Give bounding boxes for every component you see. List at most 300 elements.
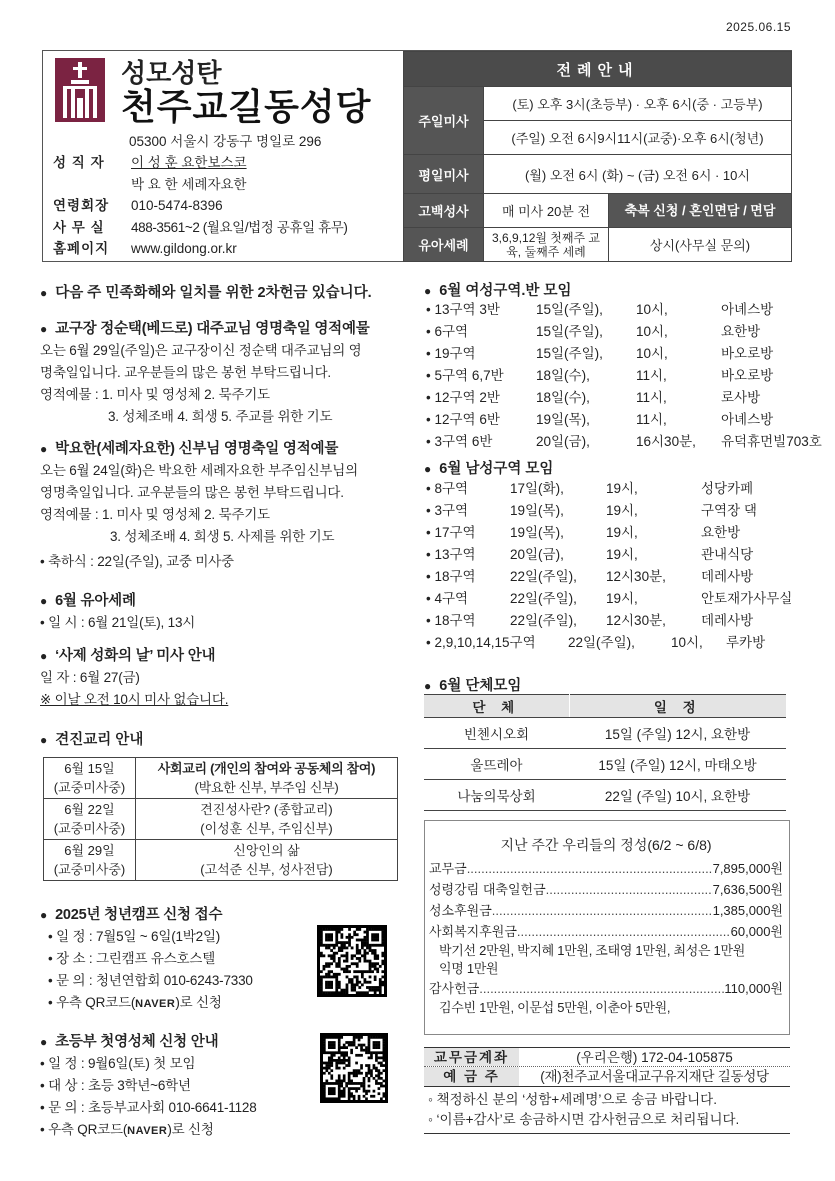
qr-module [343, 1046, 346, 1049]
group-schedule: 22일 (주일) 10시, 요한방 [569, 780, 786, 811]
col-header: 일 정 [569, 695, 786, 718]
qr-module [335, 976, 338, 979]
qr-module [328, 976, 331, 979]
qr-module [346, 960, 349, 963]
qr-module [335, 1059, 338, 1062]
qr-module [363, 1080, 366, 1083]
account-note: ◦ 책정하신 분의 ‘성함+세례명’으로 송금 바랍니다. [428, 1092, 717, 1107]
cell: • 19구역 [426, 346, 476, 361]
qr-module [350, 1051, 353, 1054]
groups-table [424, 694, 786, 811]
qr-module [364, 944, 367, 947]
qr-module [378, 1087, 381, 1090]
sanctification-section [40, 645, 228, 711]
qr-module [373, 1090, 376, 1093]
list-item [426, 321, 791, 343]
qr-module [358, 1039, 361, 1042]
qr-module [343, 1095, 346, 1098]
qr-module [379, 986, 382, 989]
qr-module [320, 989, 323, 992]
cell: 11시, [636, 412, 667, 427]
qr-module [345, 1046, 348, 1049]
qr-module [335, 1067, 338, 1070]
priest-title: ● 박요한(세례자요한) 신부님 영명축일 영적예물 [40, 438, 415, 460]
header-box [42, 50, 792, 262]
qr-module [379, 928, 382, 931]
qr-module [379, 983, 382, 986]
cell: 18일(수), [536, 390, 590, 405]
qr-module [330, 949, 333, 952]
qr-module [365, 1051, 368, 1054]
qr-module [348, 1092, 351, 1095]
list-item [426, 566, 791, 588]
qr-module [374, 976, 377, 979]
qr-module [353, 1044, 356, 1047]
qr-module [348, 1077, 351, 1080]
qr-module [340, 1080, 343, 1083]
qr-module [356, 983, 359, 986]
qr-module [333, 1082, 336, 1085]
qr-module [366, 941, 369, 944]
qr-module [328, 1072, 331, 1075]
qr-module [379, 981, 382, 984]
date-sub: (교중미사중) [53, 821, 126, 836]
list-item [426, 522, 791, 544]
qr-module [328, 954, 331, 957]
qr-module [338, 960, 341, 963]
qr-module [340, 1092, 343, 1095]
qr-module [335, 973, 338, 976]
qr-module [340, 1054, 343, 1057]
qr-module [330, 1044, 333, 1047]
qr-module [368, 1036, 371, 1039]
qr-module [333, 944, 336, 947]
qr-module [376, 944, 379, 947]
qr-module [340, 1062, 343, 1065]
cell: 15일(주일), [536, 324, 603, 339]
qr-module [340, 941, 343, 944]
qr-module [379, 991, 382, 994]
qr-module [328, 936, 331, 939]
qr-module [351, 936, 354, 939]
qr-module [366, 991, 369, 994]
lecturer: (고석준 신부, 성사전담) [200, 862, 333, 877]
qr-module [335, 928, 338, 931]
bishop-section [40, 318, 415, 428]
qr-module [378, 1051, 381, 1054]
qr-module [335, 965, 338, 968]
qr-module [346, 983, 349, 986]
qr-module [328, 1082, 331, 1085]
qr-module [338, 931, 341, 934]
text-line: 일 자 : 6월 27(금) [40, 670, 140, 685]
qr-module [358, 970, 361, 973]
qr-module [335, 981, 338, 984]
qr-module [320, 991, 323, 994]
qr-module [381, 944, 384, 947]
list-item [426, 431, 822, 453]
qr-module [323, 1062, 326, 1065]
qr-module [350, 1087, 353, 1090]
qr-module [361, 941, 364, 944]
qr-module [360, 1054, 363, 1057]
qr-module [368, 1072, 371, 1075]
qr-module [381, 981, 384, 984]
qr-module [364, 954, 367, 957]
office-phone: 488-3561~2 (월요일/법정 공휴일 휴무) [131, 219, 348, 235]
qr-module [366, 981, 369, 984]
qr-module [380, 1072, 383, 1075]
qr-module [333, 1046, 336, 1049]
qr-module [328, 1036, 331, 1039]
qr-module [338, 1077, 341, 1080]
qr-module [330, 1077, 333, 1080]
list-item [426, 632, 791, 654]
qr-module [328, 983, 331, 986]
qr-module [364, 978, 367, 981]
qr-module [380, 1056, 383, 1059]
qr-module [356, 944, 359, 947]
qr-module [381, 970, 384, 973]
priest-section [40, 438, 415, 573]
qr-module [343, 1067, 346, 1070]
qr-module [346, 936, 349, 939]
qr-module [365, 1072, 368, 1075]
qr-module [340, 991, 343, 994]
naver-logo: NAVER [135, 998, 176, 1010]
qr-module [358, 1082, 361, 1085]
qr-module [346, 989, 349, 992]
qr-module [370, 1095, 373, 1098]
qr-module [355, 1074, 358, 1077]
qr-module [381, 952, 384, 955]
qr-module [328, 1067, 331, 1070]
qr-module [348, 1095, 351, 1098]
qr-module [383, 1039, 386, 1042]
qr-module [348, 978, 351, 981]
qr-module [335, 1097, 338, 1100]
cell: 루카방 [726, 635, 766, 650]
qr-module [328, 1046, 331, 1049]
qr-module [338, 1085, 341, 1088]
qr-module [328, 1062, 331, 1065]
qr-module [335, 936, 338, 939]
qr-module [343, 954, 346, 957]
qr-code-icon[interactable] [320, 1033, 388, 1103]
qr-module [376, 968, 379, 971]
qr-module [330, 970, 333, 973]
qr-module [356, 957, 359, 960]
qr-module [340, 1095, 343, 1098]
qr-module [351, 983, 354, 986]
offering-box [424, 820, 790, 1035]
group-name: 빈첸시오회 [424, 718, 569, 749]
qr-module [364, 949, 367, 952]
weekday-mass-label: 평일미사 [404, 155, 484, 194]
cell: • 4구역 [426, 591, 469, 606]
text-line: 영적예물 : 1. 미사 및 영성체 2. 묵주기도 [40, 387, 270, 402]
cell: • 5구역 6,7반 [426, 368, 504, 383]
qr-module [375, 1080, 378, 1083]
qr-module [358, 960, 361, 963]
qr-code-icon[interactable] [317, 925, 387, 997]
qr-module [353, 1069, 356, 1072]
men-meetings-list [426, 478, 791, 654]
cell: 20일(금), [510, 547, 564, 562]
qr-module [323, 1039, 326, 1042]
cell: 요한방 [721, 324, 761, 339]
qr-module [383, 1036, 386, 1039]
qr-module [328, 1041, 331, 1044]
qr-module [360, 1046, 363, 1049]
qr-module [330, 1062, 333, 1065]
table-row [44, 840, 398, 881]
qr-module [364, 931, 367, 934]
qr-module [320, 939, 323, 942]
qr-module [366, 936, 369, 939]
text: • 우측 QR코드( [48, 995, 136, 1010]
qr-module [333, 1041, 336, 1044]
qr-module [373, 1064, 376, 1067]
date: 6월 22일 [64, 802, 115, 817]
cell: 데레사방 [701, 569, 754, 584]
qr-module [340, 936, 343, 939]
qr-module [356, 933, 359, 936]
qr-module [378, 1092, 381, 1095]
qr-module [374, 928, 377, 931]
qr-module [376, 928, 379, 931]
qr-module [333, 954, 336, 957]
group-schedule: 15일 (주일) 12시, 마태오방 [569, 749, 786, 780]
qr-module [340, 944, 343, 947]
qr-module [348, 933, 351, 936]
qr-module [335, 991, 338, 994]
qr-module [348, 939, 351, 942]
qr-module [333, 1036, 336, 1039]
qr-module [323, 1095, 326, 1098]
qr-module [346, 954, 349, 957]
cell: 19시, [606, 525, 638, 540]
qr-module [343, 970, 346, 973]
qr-module [383, 1069, 386, 1072]
cell: 구역장 댁 [701, 503, 757, 518]
qr-module [338, 941, 341, 944]
topic: 신앙인의 삶 [233, 843, 300, 858]
qr-module [323, 1085, 326, 1088]
qr-module [355, 1087, 358, 1090]
qr-module [365, 1064, 368, 1067]
qr-module [338, 1062, 341, 1065]
qr-module [368, 1056, 371, 1059]
list-item [426, 588, 791, 610]
qr-module [373, 1041, 376, 1044]
qr-module [371, 936, 374, 939]
qr-module [350, 1072, 353, 1075]
cell: 데레사방 [701, 613, 754, 628]
qr-module [381, 976, 384, 979]
qr-module [343, 989, 346, 992]
confirmation-title: ● 견진교리 안내 [40, 728, 143, 749]
qr-module [335, 962, 338, 965]
qr-module [353, 1039, 356, 1042]
confirmation-table [43, 757, 398, 881]
cell: • 13구역 [426, 547, 476, 562]
qr-module [358, 957, 361, 960]
qr-module [353, 962, 356, 965]
qr-module [378, 1044, 381, 1047]
text: )로 신청 [175, 995, 222, 1010]
homepage-link[interactable]: www.gildong.or.kr [131, 241, 237, 256]
text-line: • 문 의 : 청년연합회 010-6243-7330 [48, 973, 253, 988]
qr-module [325, 986, 328, 989]
section-title: ● 초등부 첫영성체 신청 안내 [40, 1031, 257, 1053]
qr-module [353, 986, 356, 989]
qr-module [348, 928, 351, 931]
qr-module [363, 1044, 366, 1047]
qr-module [328, 962, 331, 965]
qr-module [348, 1064, 351, 1067]
qr-module [333, 1051, 336, 1054]
cell: 19시, [606, 547, 638, 562]
qr-module [368, 1049, 371, 1052]
offering-label: 감사헌금 [429, 981, 480, 996]
qr-module [348, 1059, 351, 1062]
qr-module [381, 939, 384, 942]
list-item [426, 544, 791, 566]
qr-module [343, 1074, 346, 1077]
qr-module [330, 976, 333, 979]
qr-module [348, 1090, 351, 1093]
qr-module [328, 965, 331, 968]
qr-module [325, 1036, 328, 1039]
qr-module [330, 986, 333, 989]
qr-module [374, 949, 377, 952]
qr-module [346, 957, 349, 960]
office-label: 사 무 실 [53, 219, 105, 235]
qr-module [358, 949, 361, 952]
qr-module [330, 1074, 333, 1077]
qr-module [369, 965, 372, 968]
clergy-label: 성 직 자 [53, 155, 105, 170]
qr-module [338, 1046, 341, 1049]
qr-module [375, 1051, 378, 1054]
qr-module [338, 1082, 341, 1085]
qr-module [356, 970, 359, 973]
qr-module [358, 952, 361, 955]
qr-module [358, 1072, 361, 1075]
text-line: 영적예물 : 1. 미사 및 영성체 2. 묵주기도 [40, 507, 270, 522]
qr-module [365, 1074, 368, 1077]
qr-module [370, 1069, 373, 1072]
list-item [426, 343, 791, 365]
qr-module [356, 991, 359, 994]
qr-module [363, 1090, 366, 1093]
qr-module [353, 1097, 356, 1100]
qr-module [325, 928, 328, 931]
qr-module [355, 1069, 358, 1072]
qr-module [343, 968, 346, 971]
qr-module [323, 928, 326, 931]
qr-module [383, 1085, 386, 1088]
cell: 요한방 [701, 525, 741, 540]
qr-module [379, 978, 382, 981]
text-line: 영명축일입니다. 교우분들의 많은 봉헌 부탁드립니다. [40, 485, 344, 500]
qr-module [353, 1036, 356, 1039]
table-row [424, 749, 786, 780]
qr-module [383, 1059, 386, 1062]
qr-module [368, 1039, 371, 1042]
qr-module [370, 1051, 373, 1054]
qr-module [368, 1064, 371, 1067]
qr-module [374, 991, 377, 994]
qr-module [369, 960, 372, 963]
cell: 15일(주일), [536, 346, 603, 361]
qr-module [380, 1036, 383, 1039]
qr-module [351, 957, 354, 960]
qr-module [353, 1072, 356, 1075]
qr-module [351, 989, 354, 992]
qr-module [371, 986, 374, 989]
qr-module [374, 957, 377, 960]
cell: 10시, [636, 324, 668, 339]
group-name: 울뜨레아 [424, 749, 569, 780]
qr-module [364, 981, 367, 984]
cell: 12시30분, [606, 569, 666, 584]
qr-module [323, 968, 326, 971]
qr-module [346, 946, 349, 949]
offering-amount: 7,895,000원 [712, 861, 783, 876]
cell: 아녜스방 [721, 412, 774, 427]
qr-module [350, 1080, 353, 1083]
qr-module [323, 954, 326, 957]
qr-module [338, 928, 341, 931]
qr-module [338, 986, 341, 989]
cell: • 3구역 [426, 503, 469, 518]
qr-module [348, 1044, 351, 1047]
qr-module [378, 1056, 381, 1059]
qr-module [376, 936, 379, 939]
qr-module [368, 1085, 371, 1088]
qr-module [355, 1082, 358, 1085]
qr-module [350, 1095, 353, 1098]
qr-module [368, 1080, 371, 1083]
qr-module [343, 1059, 346, 1062]
qr-module [370, 1072, 373, 1075]
qr-module [333, 1092, 336, 1095]
qr-module [338, 1090, 341, 1093]
sunday-mass-sun: (주일) 오전 6시9시11시(교중)·오후 6시(청년) [484, 121, 792, 155]
qr-module [330, 1054, 333, 1057]
qr-module [343, 944, 346, 947]
qr-module [328, 1090, 331, 1093]
qr-module [375, 1074, 378, 1077]
qr-module [380, 1062, 383, 1065]
qr-module [348, 1082, 351, 1085]
qr-module [383, 1056, 386, 1059]
qr-module [335, 952, 338, 955]
list-item [426, 387, 791, 409]
qr-module [375, 1036, 378, 1039]
qr-module [363, 1085, 366, 1088]
list-item [426, 365, 791, 387]
qr-module [333, 973, 336, 976]
qr-module [320, 981, 323, 984]
cell: 11시, [636, 368, 667, 383]
qr-module [338, 1067, 341, 1070]
text-line: • 일 시 : 6월 21일(토), 13시 [40, 615, 196, 630]
qr-module [350, 1082, 353, 1085]
cell: • 18구역 [426, 569, 476, 584]
